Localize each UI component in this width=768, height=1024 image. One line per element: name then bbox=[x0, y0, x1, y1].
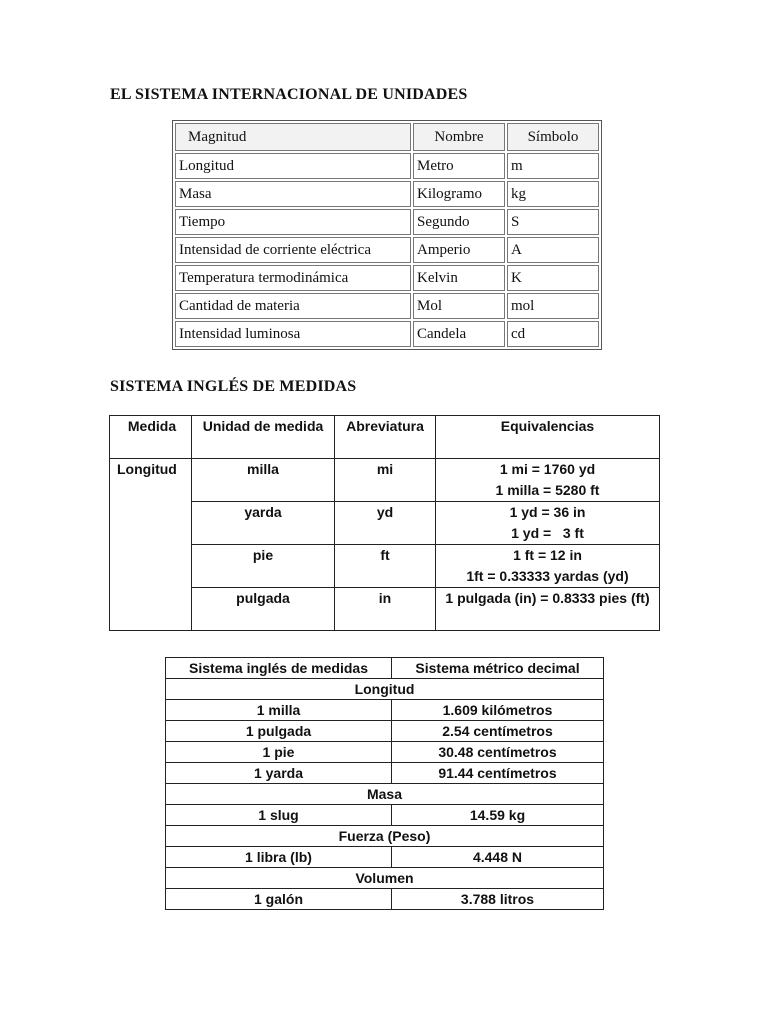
table-row bbox=[110, 588, 660, 631]
cell-metrico: 3.788 litros bbox=[392, 889, 604, 910]
column-header-abreviatura: Abreviatura bbox=[335, 416, 436, 459]
column-header-simbolo: Símbolo bbox=[507, 123, 599, 151]
si-units-table bbox=[172, 120, 602, 350]
table-header-row bbox=[110, 416, 660, 459]
cell-simbolo: A bbox=[507, 237, 599, 263]
cell-simbolo: S bbox=[507, 209, 599, 235]
cell-metrico: 2.54 centímetros bbox=[392, 721, 604, 742]
column-header-ingles: Sistema inglés de medidas bbox=[166, 658, 392, 679]
cell-metrico: 4.448 N bbox=[392, 847, 604, 868]
cell-ingles: 1 pulgada bbox=[166, 721, 392, 742]
cell-metrico: 30.48 centímetros bbox=[392, 742, 604, 763]
cell-nombre: Candela bbox=[413, 321, 505, 347]
cell-abreviatura: ft bbox=[335, 545, 436, 588]
group-row bbox=[166, 784, 604, 805]
cell-equivalencias bbox=[436, 502, 660, 545]
cell-ingles: 1 galón bbox=[166, 889, 392, 910]
table-row bbox=[175, 293, 599, 319]
group-label-masa: Masa bbox=[166, 784, 604, 805]
table-header-row bbox=[166, 658, 604, 679]
table-row bbox=[166, 742, 604, 763]
cell-magnitud: Intensidad de corriente eléctrica bbox=[175, 237, 411, 263]
cell-magnitud: Temperatura termodinámica bbox=[175, 265, 411, 291]
cell-simbolo: m bbox=[507, 153, 599, 179]
table-row bbox=[166, 700, 604, 721]
cell-simbolo: cd bbox=[507, 321, 599, 347]
cell-simbolo: kg bbox=[507, 181, 599, 207]
cell-nombre: Segundo bbox=[413, 209, 505, 235]
cell-simbolo: mol bbox=[507, 293, 599, 319]
cell-ingles: 1 libra (lb) bbox=[166, 847, 392, 868]
cell-unidad: milla bbox=[192, 459, 335, 502]
equivalence-line: 1 milla = 5280 ft bbox=[495, 482, 600, 498]
cell-abreviatura: yd bbox=[335, 502, 436, 545]
equivalence-line: 1 mi = 1760 yd bbox=[499, 461, 596, 477]
table-row bbox=[166, 847, 604, 868]
table-row bbox=[166, 889, 604, 910]
cell-medida-longitud: Longitud bbox=[110, 459, 192, 631]
table-row bbox=[110, 502, 660, 545]
equivalence-line: 1ft = 0.33333 yardas (yd) bbox=[466, 568, 629, 584]
cell-nombre: Kelvin bbox=[413, 265, 505, 291]
group-row bbox=[166, 679, 604, 700]
cell-metrico: 14.59 kg bbox=[392, 805, 604, 826]
column-header-medida: Medida bbox=[110, 416, 192, 459]
cell-nombre: Metro bbox=[413, 153, 505, 179]
english-section-title: SISTEMA INGLÉS DE MEDIDAS bbox=[110, 378, 357, 395]
cell-ingles: 1 pie bbox=[166, 742, 392, 763]
cell-equivalencias bbox=[436, 459, 660, 502]
equivalence-line: 1 yd = 36 in bbox=[509, 504, 586, 520]
cell-abreviatura: mi bbox=[335, 459, 436, 502]
cell-unidad: pulgada bbox=[192, 588, 335, 631]
column-header-metrico: Sistema métrico decimal bbox=[392, 658, 604, 679]
cell-magnitud: Masa bbox=[175, 181, 411, 207]
table-row bbox=[110, 545, 660, 588]
column-header-magnitud: Magnitud bbox=[175, 123, 411, 151]
column-header-nombre: Nombre bbox=[413, 123, 505, 151]
group-label-fuerza: Fuerza (Peso) bbox=[166, 826, 604, 847]
si-section-title: EL SISTEMA INTERNACIONAL DE UNIDADES bbox=[110, 86, 468, 103]
group-row bbox=[166, 826, 604, 847]
english-units-table bbox=[109, 415, 660, 631]
group-label-longitud: Longitud bbox=[166, 679, 604, 700]
cell-abreviatura: in bbox=[335, 588, 436, 631]
equivalence-line: 1 yd = 3 ft bbox=[511, 525, 584, 541]
cell-ingles: 1 milla bbox=[166, 700, 392, 721]
cell-nombre: Kilogramo bbox=[413, 181, 505, 207]
cell-metrico: 1.609 kilómetros bbox=[392, 700, 604, 721]
cell-magnitud: Intensidad luminosa bbox=[175, 321, 411, 347]
table-row bbox=[175, 209, 599, 235]
table-row bbox=[166, 721, 604, 742]
equivalence-line: 1 pulgada (in) = 0.8333 pies (ft) bbox=[445, 590, 650, 606]
cell-magnitud: Tiempo bbox=[175, 209, 411, 235]
cell-magnitud: Longitud bbox=[175, 153, 411, 179]
cell-unidad: yarda bbox=[192, 502, 335, 545]
conversion-table bbox=[165, 657, 604, 910]
group-row bbox=[166, 868, 604, 889]
group-label-volumen: Volumen bbox=[166, 868, 604, 889]
cell-equivalencias bbox=[436, 545, 660, 588]
table-header-row bbox=[175, 123, 599, 151]
cell-ingles: 1 slug bbox=[166, 805, 392, 826]
cell-nombre: Amperio bbox=[413, 237, 505, 263]
table-row bbox=[175, 265, 599, 291]
cell-unidad: pie bbox=[192, 545, 335, 588]
table-row bbox=[175, 321, 599, 347]
cell-magnitud: Cantidad de materia bbox=[175, 293, 411, 319]
table-row bbox=[166, 763, 604, 784]
cell-nombre: Mol bbox=[413, 293, 505, 319]
cell-metrico: 91.44 centímetros bbox=[392, 763, 604, 784]
column-header-unidad: Unidad de medida bbox=[192, 416, 335, 459]
column-header-equivalencias: Equivalencias bbox=[436, 416, 660, 459]
cell-simbolo: K bbox=[507, 265, 599, 291]
equivalence-line: 1 ft = 12 in bbox=[513, 547, 582, 563]
table-row bbox=[110, 459, 660, 502]
cell-equivalencias bbox=[436, 588, 660, 631]
table-row bbox=[166, 805, 604, 826]
table-row bbox=[175, 153, 599, 179]
table-row bbox=[175, 181, 599, 207]
cell-ingles: 1 yarda bbox=[166, 763, 392, 784]
table-row bbox=[175, 237, 599, 263]
